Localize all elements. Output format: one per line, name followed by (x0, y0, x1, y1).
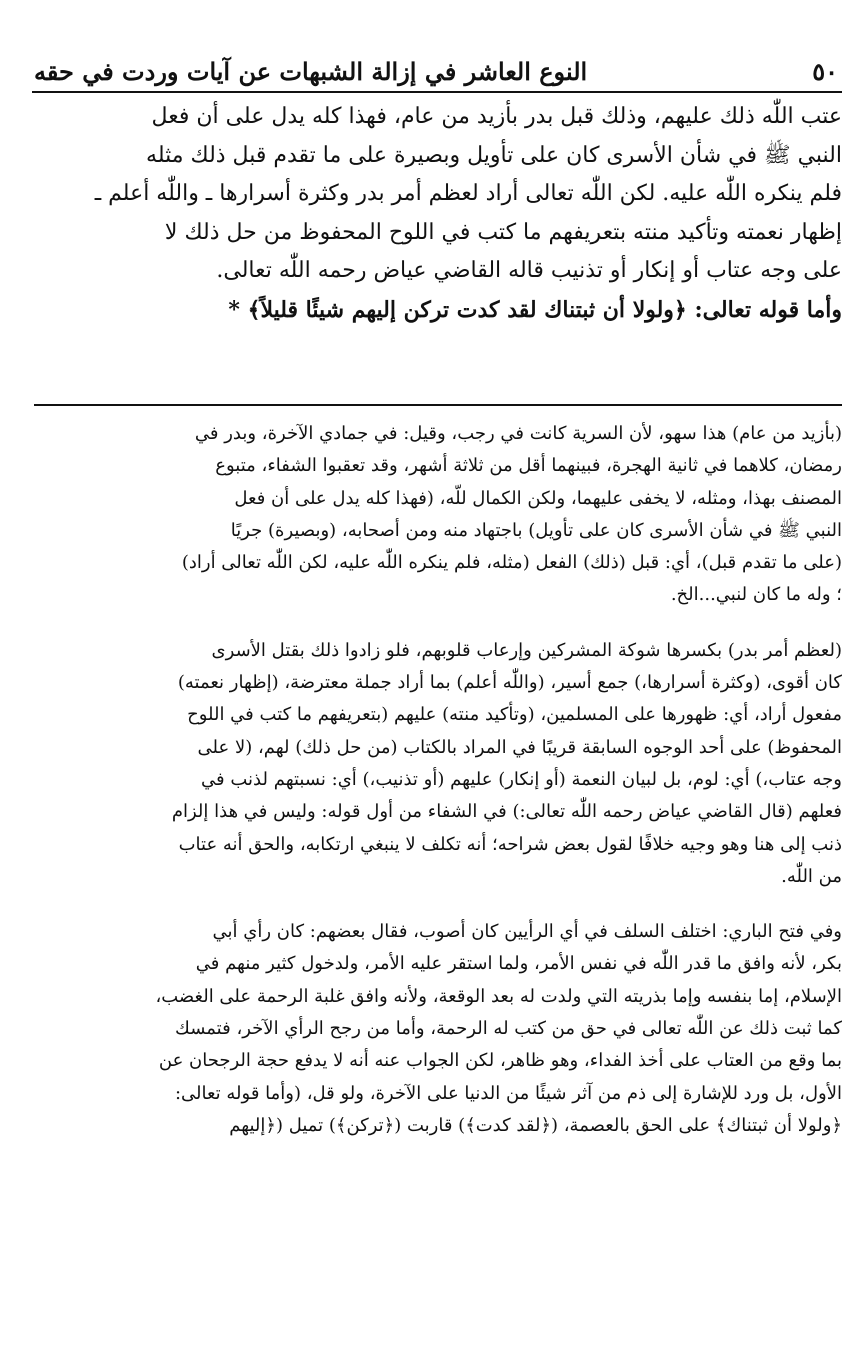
header-rule (32, 91, 842, 93)
running-title: النوع العاشر في إزالة الشبهات عن آيات وردت في حقه (34, 57, 588, 86)
commentary-line: المحفوظ) على أحد الوجوه السابقة قريبًا في المراد بالكتاب (من حل ذلك) لهم، (لا على (197, 736, 842, 758)
commentary-line: الإسلام، إما بنفسه وإما بذريته التي ولدت له بعد الوقعة، ولأنه وافق غلبة الرحمة على الغضب، (155, 985, 842, 1007)
commentary-paragraph (34, 635, 842, 893)
commentary-line: كان أقوى، (وكثرة أسرارها،) جمع أسير، (واللّٰه أعلم) بما أراد جملة معترضة، (إظهار نعمته) (177, 672, 842, 694)
commentary-line: وجه عتاب،) أي: لوم، بل لبيان النعمة (أو إنكار) عليهم (أو تذنيب،) أي: نسبتهم لذنب في (201, 768, 842, 790)
commentary-line: ؛ وله ما كان لنبي...الخ. (670, 584, 842, 606)
commentary-section (34, 418, 842, 1142)
commentary-line: بما وقع من العتاب على أخذ الفداء، وهو ظاهر، لكن الجواب عنه أنه لا يدفع حجة الرجحان عن (158, 1050, 842, 1072)
commentary-line: بكر، لأنه وافق ما قدر اللّٰه في نفس الأمر، ولما استقر عليه الأمر، ولدخول كثير منهم في (195, 953, 842, 975)
quran-quote-line: وأما قوله تعالى: ﴿ولولا أن ثبتناك لقد كدت تركن إليهم شيئًا قليلاً﴾ * (228, 296, 842, 323)
commentary-line: وفي فتح الباري: اختلف السلف في أي الرأيين كان أصوب، فقال بعضهم: كان رأي أبي (212, 921, 842, 943)
commentary-line: (بأزيد من عام) هذا سهو، لأن السرية كانت في رجب، وقيل: في جمادي الآخرة، وبدر في (194, 423, 842, 444)
main-text-line: على وجه عتاب أو إنكار أو تذنيب قاله القاضي عياض رحمه اللّٰه تعالى. (216, 258, 842, 283)
commentary-line: فعلهم (قال القاضي عياض رحمه اللّٰه تعالى:) في الشفاء من أول قوله: وليس في هذا إلزام (171, 801, 842, 823)
main-text-line: فلم ينكره اللّٰه عليه. لكن اللّٰه تعالى أراد لعظم أمر بدر وكثرة أسرارها ـ واللّٰه أعلم ـ (94, 181, 842, 206)
commentary-paragraph (34, 418, 842, 612)
commentary-line: من اللّٰه. (781, 865, 842, 887)
commentary-line: الأول، بل ورد للإشارة إلى ذم من آثر شيئًا من الدنيا على الآخرة، ولو قل، (وأما قوله تعالى: (174, 1082, 842, 1104)
commentary-line: كما ثبت ذلك عن اللّٰه تعالى في حق من كتب له الرحمة، وأما من رجح الرأي الآخر، فتمسك (175, 1018, 842, 1040)
commentary-separator (34, 404, 842, 406)
commentary-line: ذنب إلى هنا وهو وجيه خلافًا لقول بعض شراحه؛ أنه تكلف لا ينبغي ارتكابه، والحق أنه عتاب (178, 833, 842, 855)
paragraph-gap (34, 893, 842, 916)
commentary-line: مفعول أراد، أي: ظهورها على المسلمين، (وتأكيد منته) عليهم (بتعريفهم ما كتب في اللوح (187, 704, 842, 726)
commentary-line: النبي ﷺ في شأن الأسرى كان على تأويل) باجتهاد منه ومن أصحابه، (وبصيرة) جريًا (230, 519, 842, 541)
commentary-line: المصنف بهذا، ومثله، لا يخفى عليهما، ولكن الكمال للّه، (فهذا كله يدل على أن فعل (234, 487, 842, 509)
commentary-paragraph (34, 916, 842, 1142)
main-text-line: إظهار نعمته وتأكيد منته بتعريفهم ما كتب في اللوح المحفوظ من حل ذلك لا (164, 219, 842, 245)
main-text-line: النبي ﷺ في شأن الأسرى كان على تأويل وبصيرة على ما تقدم قبل ذلك مثله (146, 142, 842, 168)
commentary-line: (لعظم أمر بدر) بكسرها شوكة المشركين وإرعاب قلوبهم، فلو زادوا ذلك بقتل الأسرى (211, 639, 842, 661)
commentary-line: رمضان، كلاهما في ثانية الهجرة، فبينهما أقل من ثلاثة أشهر، وقد تعقبوا الشفاء، متبوع (215, 455, 842, 477)
commentary-line: (على ما تقدم قبل)، أي: قبل (ذلك) الفعل (مثله، فلم ينكره اللّٰه عليه، لكن اللّٰه تعالى أراد) (181, 552, 842, 574)
paragraph-gap (34, 612, 842, 635)
commentary-line: ﴿ولولا أن ثبتناك﴾ على الحق بالعصمة، (﴿لقد كدت﴾) قاربت (﴿تركن﴾) تميل (﴿إليهم (229, 1114, 842, 1136)
main-text (34, 98, 842, 329)
running-header (34, 52, 838, 92)
main-text-line: عتب اللّٰه ذلك عليهم، وذلك قبل بدر بأزيد من عام، فهذا كله يدل على أن فعل (151, 104, 842, 129)
page-number: ٥٠ (812, 57, 838, 86)
